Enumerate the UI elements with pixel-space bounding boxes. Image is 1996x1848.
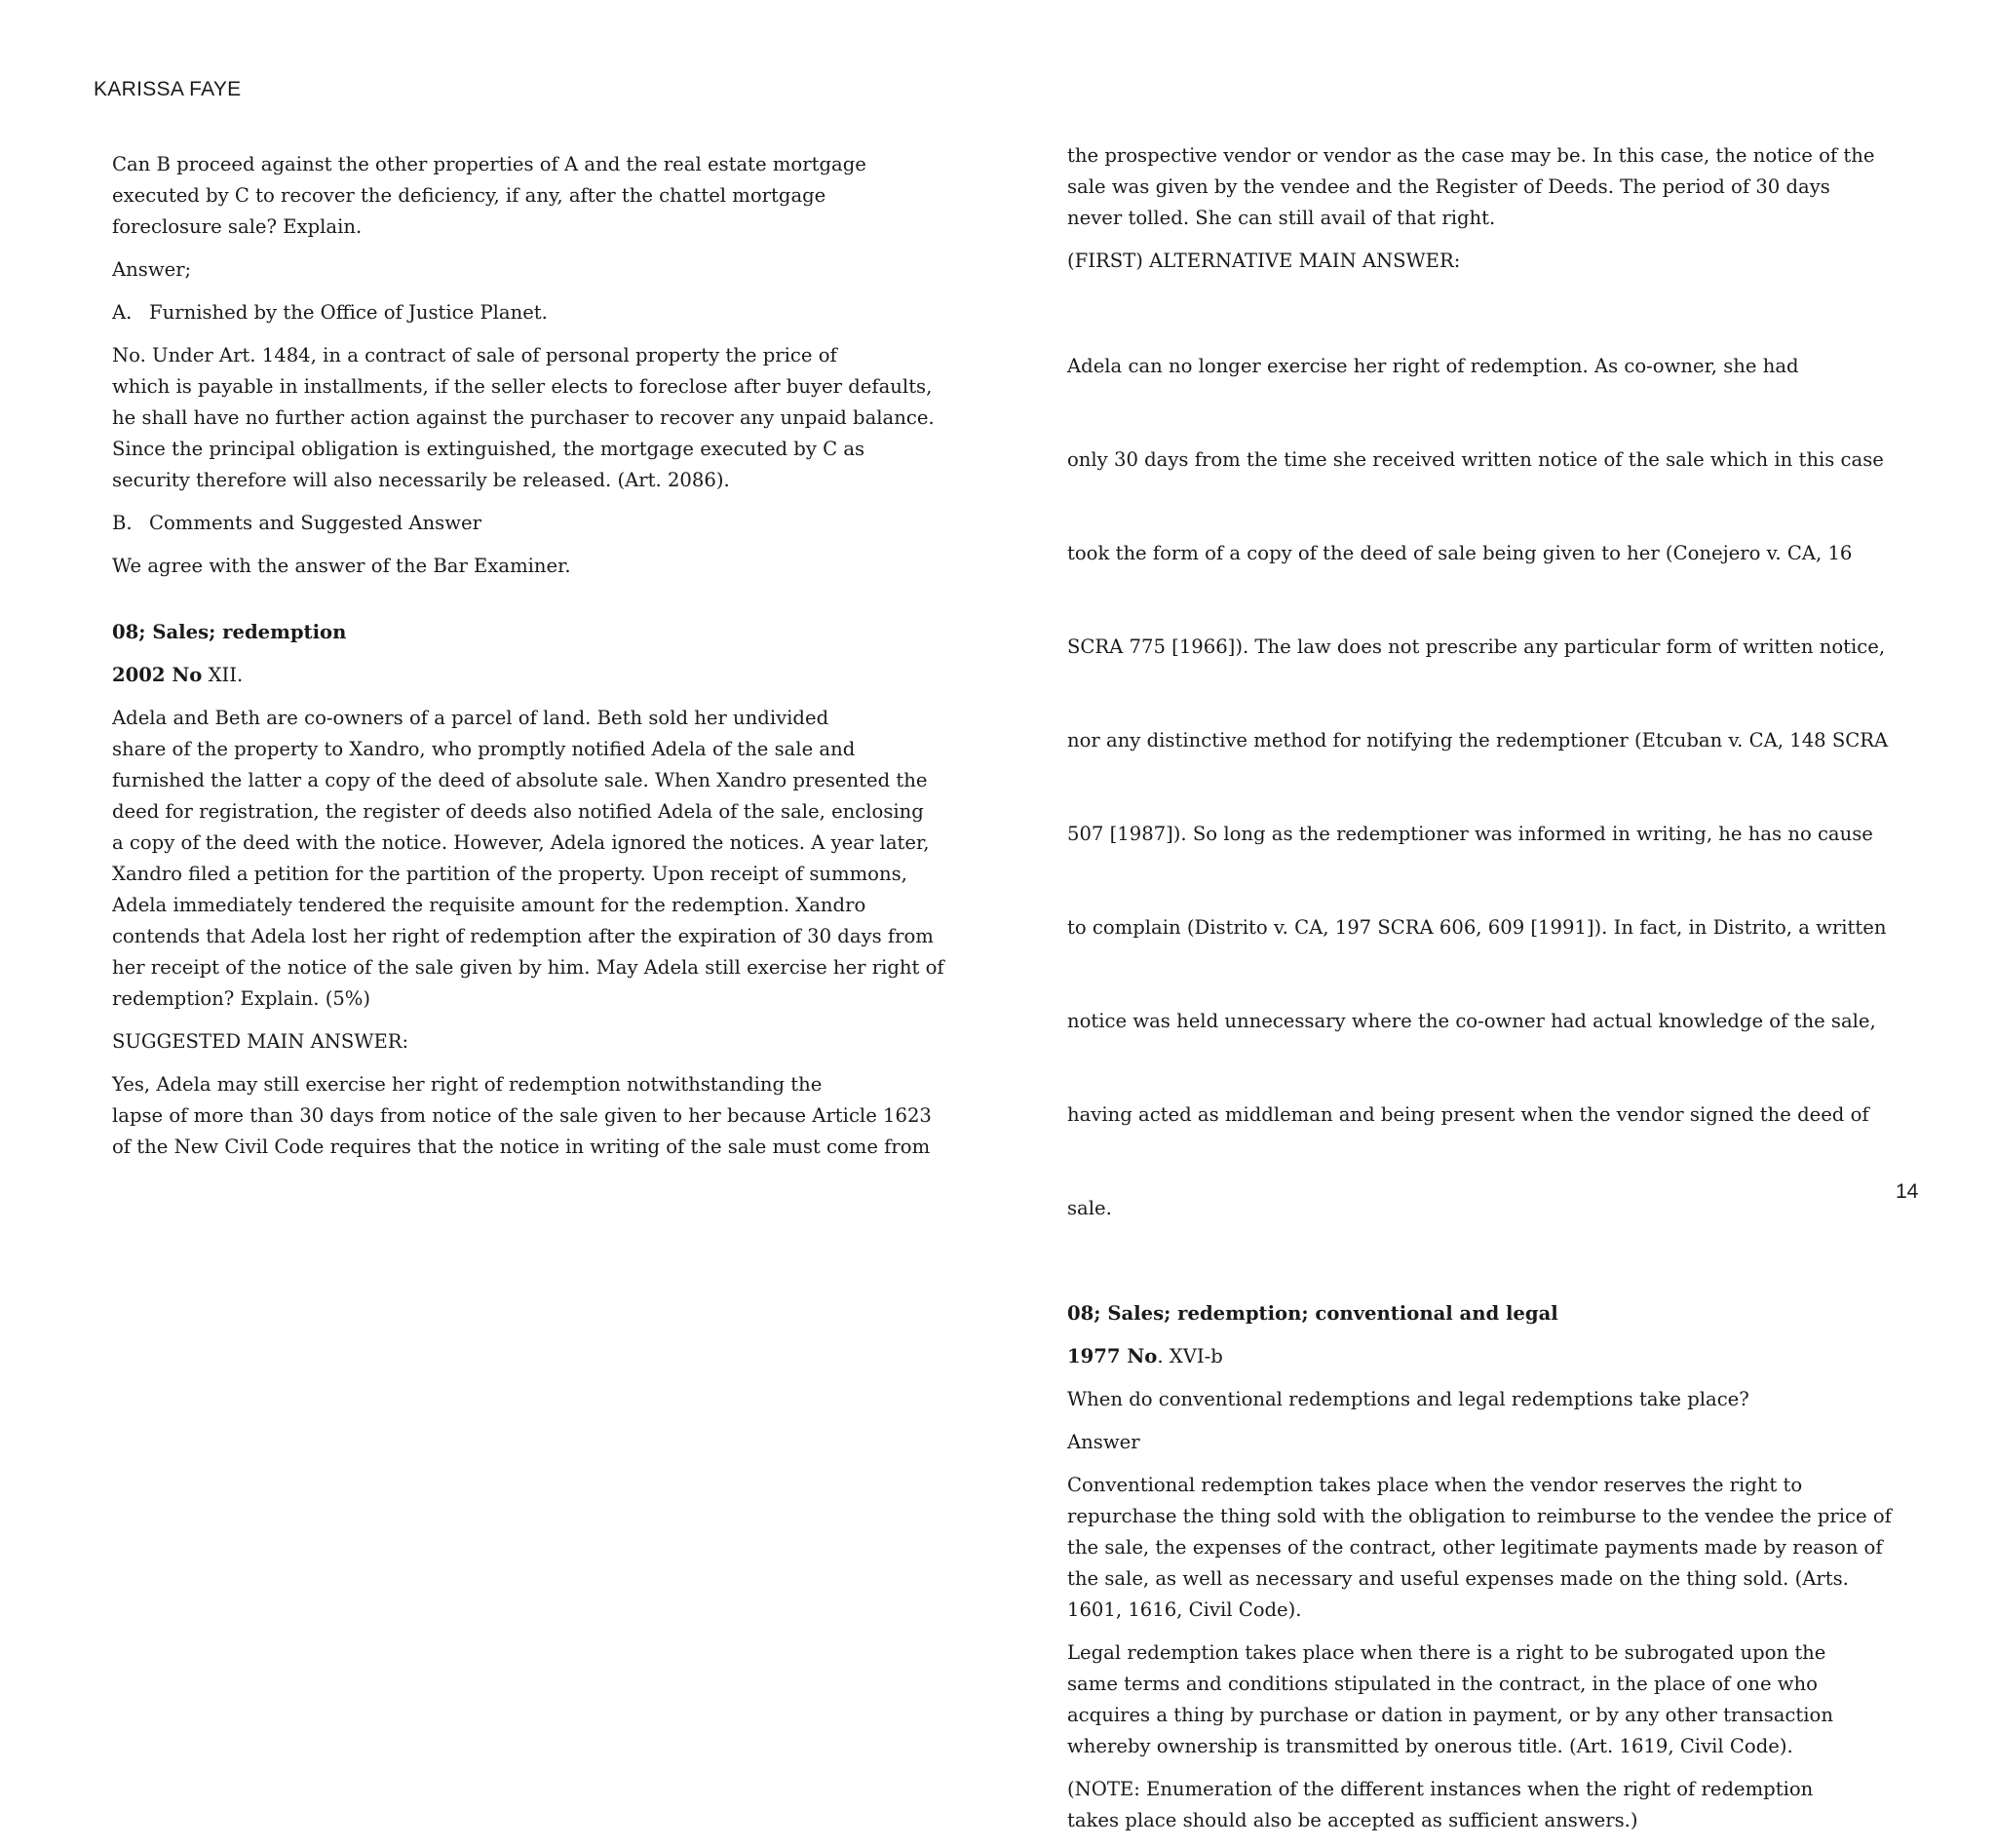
text-line: contends that Adela lost her right of redemption after the expiration of 30 days from — [112, 925, 934, 947]
text-line: redemption? Explain. (5%) — [112, 987, 371, 1010]
text-line: to complain (Distrito v. CA, 197 SCRA 606, 609 [1991]). In fact, in Distrito, a written — [1067, 916, 1887, 939]
list-item-b — [112, 508, 950, 539]
text-line: security therefore will also necessarily be released. (Art. 2086). — [112, 469, 730, 491]
text-line: repurchase the thing sold with the obligation to reimburse to the vendee the price of — [1067, 1505, 1892, 1527]
page-number: 14 — [1896, 1180, 1919, 1203]
text-line: the prospective vendor or vendor as the case may be. In this case, the notice of the — [1067, 144, 1875, 167]
text-line: her receipt of the notice of the sale given by him. May Adela still exercise her right of — [112, 956, 944, 979]
text-line: took the form of a copy of the deed of sale being given to her (Conejero v. CA, 16 — [1067, 542, 1853, 564]
text-line: the sale, the expenses of the contract, other legitimate payments made by reason of — [1067, 1536, 1883, 1559]
continuation-paragraph — [1067, 140, 1905, 234]
right-column — [1067, 140, 1905, 1848]
year-bold: 1977 No — [1067, 1345, 1158, 1367]
text-line: takes place should also be accepted as sufficient answers.) — [1067, 1809, 1638, 1831]
text-line: of the New Civil Code requires that the notice in writing of the sale must come from — [112, 1136, 931, 1158]
text-line: sale. — [1067, 1197, 1112, 1219]
text-line: whereby ownership is transmitted by onerous title. (Art. 1619, Civil Code). — [1067, 1735, 1793, 1757]
year-heading — [1067, 1341, 1905, 1372]
text-line: executed by C to recover the deficiency, if any, after the chattel mortgage — [112, 184, 826, 207]
text-line: foreclosure sale? Explain. — [112, 215, 363, 238]
text-line: No. Under Art. 1484, in a contract of sale of personal property the price of — [112, 344, 837, 366]
text-line: Since the principal obligation is extinguished, the mortgage executed by C as — [112, 438, 865, 460]
question-intro — [112, 149, 950, 243]
text-line: Conventional redemption takes place when the vendor reserves the right to — [1067, 1474, 1803, 1496]
text-line: SCRA 775 [1966]). The law does not prescribe any particular form of written notice, — [1067, 635, 1886, 658]
text-line: having acted as middleman and being present when the vendor signed the deed of — [1067, 1103, 1869, 1126]
text-line: nor any distinctive method for notifying the redemptioner (Etcuban v. CA, 148 SCRA — [1067, 729, 1889, 751]
question-paragraph — [112, 703, 950, 1015]
list-text: Comments and Suggested Answer — [149, 512, 481, 534]
legal-redemption-paragraph — [1067, 1637, 1905, 1762]
list-item-a — [112, 297, 950, 328]
page-header-name: KARISSA FAYE — [94, 78, 242, 100]
text-line: sale was given by the vendee and the Register of Deeds. The period of 30 days — [1067, 175, 1830, 198]
year-rest: XII. — [202, 664, 244, 686]
text-line: which is payable in installments, if the seller elects to foreclose after buyer defaults, — [112, 375, 933, 398]
text-line: Adela immediately tendered the requisite amount for the redemption. Xandro — [112, 894, 866, 916]
note-paragraph — [1067, 1774, 1905, 1836]
suggested-answer-paragraph — [112, 1069, 950, 1163]
answer-label: Answer — [1067, 1431, 1140, 1453]
text-line: the sale, as well as necessary and useful expenses made on the thing sold. (Arts. — [1067, 1567, 1849, 1590]
text-line: notice was held unnecessary where the co-owner had actual knowledge of the sale, — [1067, 1010, 1876, 1032]
text-line: share of the property to Xandro, who promptly notified Adela of the sale and — [112, 738, 856, 760]
answer-a-paragraph — [112, 340, 950, 496]
text-line: Yes, Adela may still exercise her right of redemption notwithstanding the — [112, 1073, 823, 1096]
text-line: furnished the latter a copy of the deed of absolute sale. When Xandro presented the — [112, 769, 928, 791]
list-letter: B. — [112, 512, 133, 534]
text-line: he shall have no further action against the purchaser to recover any unpaid balance. — [112, 406, 935, 429]
year-heading — [112, 660, 950, 691]
suggested-answer-label: SUGGESTED MAIN ANSWER: — [112, 1030, 409, 1053]
text-line: deed for registration, the register of deeds also notified Adela of the sale, enclosing — [112, 800, 924, 823]
text-line: Can B proceed against the other properties of A and the real estate mortgage — [112, 153, 866, 175]
topic-heading: 08; Sales; redemption; conventional and legal — [1067, 1302, 1558, 1325]
list-text: Furnished by the Office of Justice Planet. — [149, 301, 548, 324]
question-text: When do conventional redemptions and legal redemptions take place? — [1067, 1388, 1749, 1410]
left-column — [112, 149, 950, 1174]
text-line: same terms and conditions stipulated in the contract, in the place of one who — [1067, 1673, 1818, 1695]
alternative-answer-label: (FIRST) ALTERNATIVE MAIN ANSWER: — [1067, 250, 1461, 272]
text-line: only 30 days from the time she received written notice of the sale which in this case — [1067, 448, 1884, 471]
list-letter: A. — [112, 301, 133, 324]
text-line: Legal redemption takes place when there is a right to be subrogated upon the — [1067, 1641, 1826, 1664]
alternative-answer-paragraph — [1067, 289, 1905, 1287]
text-line: Xandro filed a petition for the partition of the property. Upon receipt of summons, — [112, 863, 907, 885]
text-line: a copy of the deed with the notice. However, Adela ignored the notices. A year later, — [112, 831, 930, 854]
text-line: acquires a thing by purchase or dation in payment, or by any other transaction — [1067, 1704, 1833, 1726]
text-line: Adela can no longer exercise her right of redemption. As co-owner, she had — [1067, 355, 1799, 377]
agree-statement: We agree with the answer of the Bar Examiner. — [112, 555, 571, 577]
text-line: 507 [1987]). So long as the redemptioner was informed in writing, he has no cause — [1067, 823, 1873, 845]
text-line: 1601, 1616, Civil Code). — [1067, 1598, 1302, 1621]
year-rest: . XVI-b — [1157, 1345, 1223, 1367]
answer-label: Answer; — [112, 258, 192, 281]
text-line: lapse of more than 30 days from notice of the sale given to her because Article 1623 — [112, 1104, 932, 1127]
conventional-redemption-paragraph — [1067, 1470, 1905, 1626]
topic-heading: 08; Sales; redemption — [112, 621, 347, 643]
text-line: never tolled. She can still avail of that right. — [1067, 207, 1496, 229]
year-bold: 2002 No — [112, 664, 203, 686]
text-line: (NOTE: Enumeration of the different instances when the right of redemption — [1067, 1778, 1814, 1800]
text-line: Adela and Beth are co-owners of a parcel of land. Beth sold her undivided — [112, 707, 829, 729]
